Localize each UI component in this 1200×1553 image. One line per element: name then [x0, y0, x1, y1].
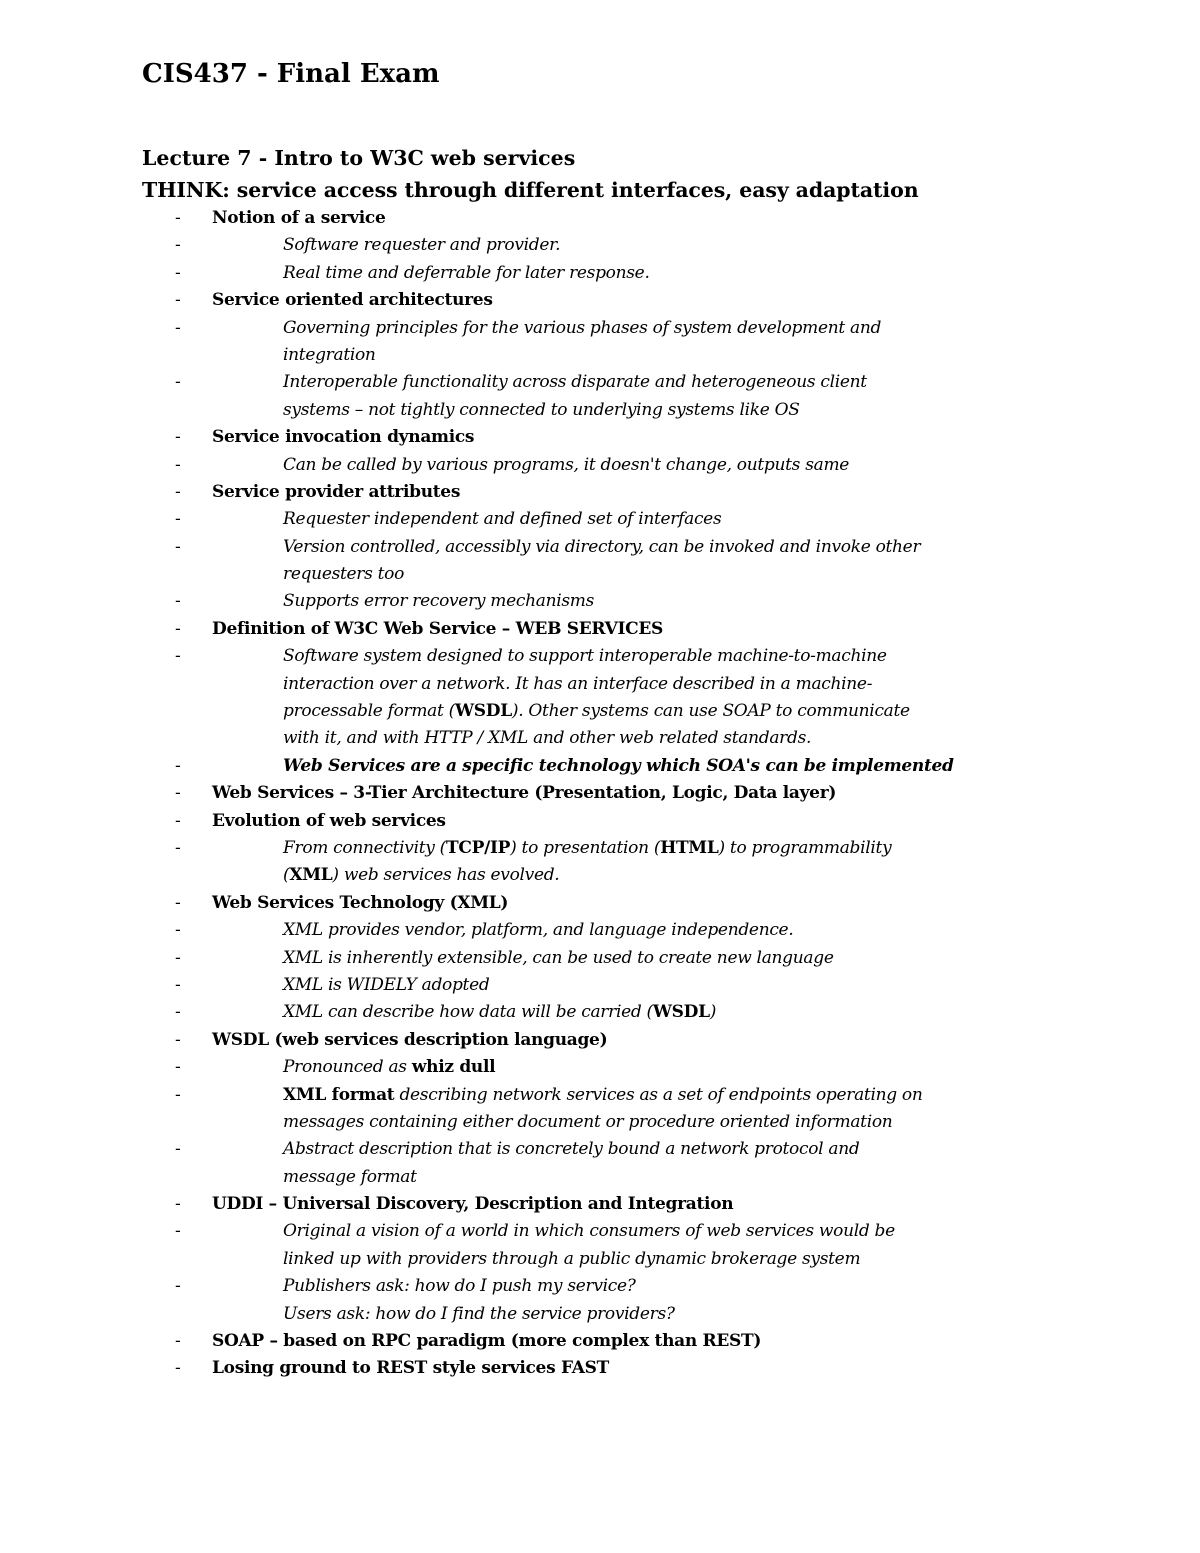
item-text: Publishers ask: how do I push my service? — [283, 1276, 636, 1297]
list-item-continuation — [0, 397, 1200, 424]
bullet-dash: - — [175, 481, 181, 502]
item-text: Users ask: how do I find the service providers? — [283, 1303, 675, 1324]
item-text: XML provides vendor, platform, and language independence. — [283, 920, 794, 941]
bullet-dash: - — [175, 1084, 181, 1105]
list-item — [0, 1082, 1200, 1109]
item-text: systems – not tightly connected to underlying systems like OS — [283, 399, 800, 420]
bullet-dash: - — [175, 290, 181, 311]
list-item — [0, 1027, 1200, 1054]
item-text: Software system designed to support interoperable machine-to-machine — [283, 646, 887, 667]
item-text: Real time and deferrable for later response. — [283, 262, 650, 283]
bullet-dash: - — [175, 262, 181, 283]
bullet-dash: - — [175, 509, 181, 530]
list-item — [0, 1355, 1200, 1382]
bullet-dash: - — [175, 810, 181, 831]
text-run-bold: XML format — [283, 1084, 395, 1105]
item-text: Web Services are a specific technology which SOA's can be implemented — [283, 755, 954, 776]
list-item — [0, 1218, 1200, 1245]
bullet-dash: - — [175, 427, 181, 448]
text-run-bold: whiz dull — [411, 1057, 496, 1078]
item-text: Software requester and provider. — [283, 235, 561, 256]
list-item — [0, 917, 1200, 944]
bullet-dash: - — [175, 536, 181, 557]
bullet-dash: - — [175, 317, 181, 338]
bullet-dash: - — [175, 1139, 181, 1160]
text-run-bold: TCP/IP — [446, 837, 511, 858]
bullet-dash: - — [175, 783, 181, 804]
list-item — [0, 999, 1200, 1026]
item-text: WSDL (web services description language) — [212, 1029, 608, 1050]
item-text: UDDI – Universal Discovery, Description and Integration — [212, 1194, 734, 1215]
bullet-dash: - — [175, 235, 181, 256]
item-text: SOAP – based on RPC paradigm (more complex than REST) — [212, 1331, 762, 1352]
text-run-bold: XML — [289, 865, 333, 886]
list-item — [0, 616, 1200, 643]
item-text: Requester independent and defined set of interfaces — [283, 509, 722, 530]
bullet-dash: - — [175, 1358, 181, 1379]
bullet-dash: - — [175, 947, 181, 968]
bullet-dash: - — [175, 372, 181, 393]
text-run: processable format ( — [283, 701, 455, 722]
item-text — [283, 835, 891, 862]
list-item-continuation — [0, 725, 1200, 752]
bullet-dash: - — [175, 1221, 181, 1242]
bullet-dash: - — [175, 618, 181, 639]
list-item — [0, 479, 1200, 506]
bullet-dash: - — [175, 1029, 181, 1050]
item-text: Service provider attributes — [212, 481, 461, 502]
bullet-dash: - — [175, 454, 181, 475]
list-item — [0, 835, 1200, 862]
list-item — [0, 506, 1200, 533]
text-run: ) — [709, 1002, 717, 1023]
list-item — [0, 808, 1200, 835]
bullet-dash: - — [175, 974, 181, 995]
list-item-continuation — [0, 862, 1200, 889]
text-run: Pronounced as — [283, 1057, 412, 1078]
item-text — [283, 1054, 495, 1081]
list-item-continuation — [0, 1109, 1200, 1136]
item-text: Losing ground to REST style services FAST — [212, 1358, 609, 1379]
text-run-bold: WSDL — [454, 701, 512, 722]
item-text: Service invocation dynamics — [212, 427, 475, 448]
bullet-dash: - — [175, 208, 181, 228]
item-text: Abstract description that is concretely bound a network protocol and — [283, 1139, 860, 1160]
page-title: CIS437 - Final Exam — [142, 59, 440, 89]
text-run: ( — [283, 865, 290, 886]
list-item — [0, 260, 1200, 287]
text-run: From connectivity ( — [283, 837, 446, 858]
list-item — [0, 1136, 1200, 1163]
list-item-continuation — [0, 698, 1200, 725]
list-item — [0, 1191, 1200, 1218]
list-item — [0, 232, 1200, 259]
item-text: Notion of a service — [212, 208, 386, 228]
list-item — [0, 1328, 1200, 1355]
item-text — [283, 862, 559, 889]
lecture-heading: Lecture 7 - Intro to W3C web services — [142, 146, 576, 170]
text-run: XML can describe how data will be carried ( — [283, 1002, 653, 1023]
bullet-dash: - — [175, 920, 181, 941]
list-item — [0, 424, 1200, 451]
list-item — [0, 945, 1200, 972]
notes-list — [0, 205, 1200, 1383]
think-heading: THINK: service access through different interfaces, easy adaptation — [142, 178, 919, 202]
bullet-dash: - — [175, 1002, 181, 1023]
list-item-continuation — [0, 671, 1200, 698]
bullet-dash: - — [175, 837, 181, 858]
list-item — [0, 287, 1200, 314]
item-text: with it, and with HTTP / XML and other web related standards. — [283, 728, 812, 749]
list-item-continuation — [0, 1164, 1200, 1191]
item-text: requesters too — [283, 564, 405, 585]
text-run: ) to programmability — [718, 837, 892, 858]
item-text: Interoperable functionality across disparate and heterogeneous client — [283, 372, 867, 393]
item-text: Supports error recovery mechanisms — [283, 591, 595, 612]
list-item-continuation — [0, 342, 1200, 369]
text-run: ). Other systems can use SOAP to communicate — [511, 701, 910, 722]
item-text: messages containing either document or procedure oriented information — [283, 1111, 893, 1132]
item-text: integration — [283, 344, 376, 365]
item-text: Evolution of web services — [212, 810, 446, 831]
bullet-dash: - — [175, 892, 181, 913]
text-run: ) to presentation ( — [510, 837, 661, 858]
list-item-continuation — [0, 561, 1200, 588]
list-item — [0, 643, 1200, 670]
bullet-dash: - — [175, 1057, 181, 1078]
list-item — [0, 452, 1200, 479]
item-text — [283, 1082, 923, 1109]
item-text: XML is WIDELY adopted — [283, 974, 490, 995]
text-run-bold: HTML — [660, 837, 719, 858]
list-item-continuation — [0, 1246, 1200, 1273]
list-item — [0, 205, 1200, 232]
list-item — [0, 534, 1200, 561]
list-item — [0, 890, 1200, 917]
bullet-dash: - — [175, 646, 181, 667]
item-text — [283, 698, 910, 725]
list-item — [0, 369, 1200, 396]
list-item — [0, 1273, 1200, 1300]
list-item — [0, 588, 1200, 615]
text-run: ) web services has evolved. — [332, 865, 560, 886]
item-text: interaction over a network. It has an interface described in a machine- — [283, 673, 873, 694]
item-text: Governing principles for the various phases of system development and — [283, 317, 882, 338]
item-text: Original a vision of a world in which consumers of web services would be — [283, 1221, 895, 1242]
list-item — [0, 1054, 1200, 1081]
item-text: Can be called by various programs, it doesn't change, outputs same — [283, 454, 850, 475]
item-text: Web Services Technology (XML) — [212, 892, 509, 913]
text-run-bold: WSDL — [652, 1002, 710, 1023]
item-text — [283, 999, 716, 1026]
list-item — [0, 753, 1200, 780]
item-text: message format — [283, 1166, 417, 1187]
list-item-continuation — [0, 1301, 1200, 1328]
item-text: linked up with providers through a public dynamic brokerage system — [283, 1248, 861, 1269]
item-text: Web Services – 3-Tier Architecture (Presentation, Logic, Data layer) — [212, 783, 837, 804]
bullet-dash: - — [175, 1276, 181, 1297]
list-item — [0, 780, 1200, 807]
list-item — [0, 315, 1200, 342]
item-text: Service oriented architectures — [212, 290, 493, 311]
text-run: describing network services as a set of endpoints operating on — [394, 1084, 923, 1105]
list-item — [0, 972, 1200, 999]
item-text: Definition of W3C Web Service – WEB SERVICES — [212, 618, 664, 639]
item-text: Version controlled, accessibly via directory, can be invoked and invoke other — [283, 536, 921, 557]
bullet-dash: - — [175, 1331, 181, 1352]
bullet-dash: - — [175, 591, 181, 612]
bullet-dash: - — [175, 1194, 181, 1215]
item-text: XML is inherently extensible, can be used to create new language — [283, 947, 834, 968]
bullet-dash: - — [175, 755, 181, 776]
